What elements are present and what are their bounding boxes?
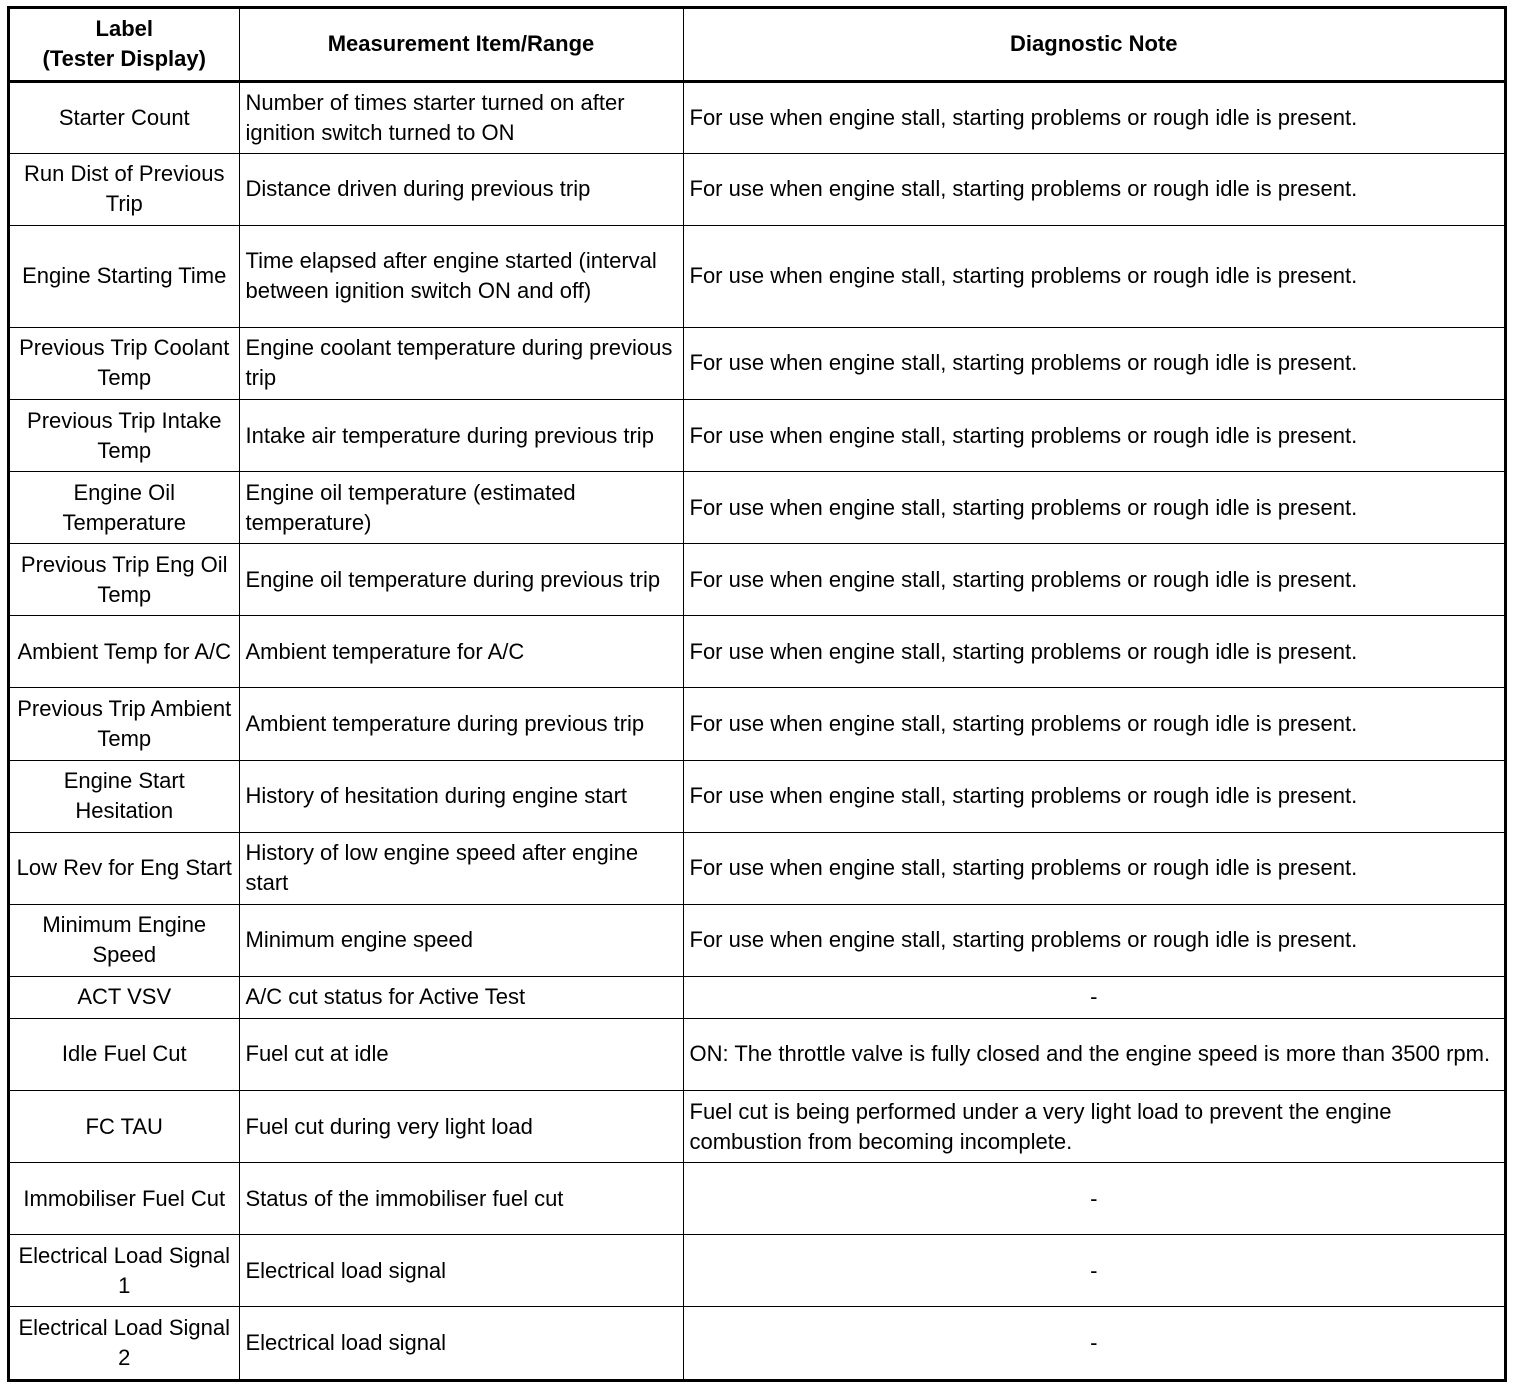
table-row xyxy=(10,1018,1504,1090)
item-cell: Minimum engine speed xyxy=(239,904,683,976)
table-row xyxy=(10,760,1504,832)
note-cell: - xyxy=(683,1235,1504,1307)
label-cell: Electrical Load Signal 2 xyxy=(10,1307,239,1379)
data-list-table-container xyxy=(7,6,1507,1382)
note-cell: Fuel cut is being performed under a very light load to prevent the engine combustion from becoming incomplete. xyxy=(683,1091,1504,1163)
table-row xyxy=(10,399,1504,471)
note-cell: For use when engine stall, starting problems or rough idle is present. xyxy=(683,399,1504,471)
label-cell: Run Dist of Previous Trip xyxy=(10,153,239,225)
note-cell: - xyxy=(683,976,1504,1018)
table-row xyxy=(10,832,1504,904)
label-cell: Previous Trip Ambient Temp xyxy=(10,688,239,760)
note-cell: For use when engine stall, starting problems or rough idle is present. xyxy=(683,153,1504,225)
label-cell: Starter Count xyxy=(10,81,239,153)
note-cell: For use when engine stall, starting problems or rough idle is present. xyxy=(683,327,1504,399)
item-cell: Status of the immobiliser fuel cut xyxy=(239,1163,683,1235)
note-cell: For use when engine stall, starting problems or rough idle is present. xyxy=(683,832,1504,904)
table-row xyxy=(10,976,1504,1018)
label-cell: Low Rev for Eng Start xyxy=(10,832,239,904)
item-cell: Electrical load signal xyxy=(239,1307,683,1379)
note-cell: ON: The throttle valve is fully closed and the engine speed is more than 3500 rpm. xyxy=(683,1018,1504,1090)
table-row xyxy=(10,1091,1504,1163)
table-row xyxy=(10,688,1504,760)
label-cell: Immobiliser Fuel Cut xyxy=(10,1163,239,1235)
item-cell: Ambient temperature during previous trip xyxy=(239,688,683,760)
note-cell: For use when engine stall, starting problems or rough idle is present. xyxy=(683,688,1504,760)
label-cell: Electrical Load Signal 1 xyxy=(10,1235,239,1307)
item-cell: Fuel cut during very light load xyxy=(239,1091,683,1163)
item-cell: Engine oil temperature during previous trip xyxy=(239,544,683,616)
label-cell: Engine Oil Temperature xyxy=(10,472,239,544)
table-row xyxy=(10,1235,1504,1307)
label-cell: ACT VSV xyxy=(10,976,239,1018)
table-row xyxy=(10,81,1504,153)
label-cell: Minimum Engine Speed xyxy=(10,904,239,976)
item-cell: Engine oil temperature (estimated temperature) xyxy=(239,472,683,544)
header-measurement-item: Measurement Item/Range xyxy=(239,9,683,81)
item-cell: Distance driven during previous trip xyxy=(239,153,683,225)
label-cell: Engine Start Hesitation xyxy=(10,760,239,832)
note-cell: For use when engine stall, starting problems or rough idle is present. xyxy=(683,904,1504,976)
note-cell: For use when engine stall, starting problems or rough idle is present. xyxy=(683,225,1504,327)
note-cell: For use when engine stall, starting problems or rough idle is present. xyxy=(683,616,1504,688)
item-cell: Electrical load signal xyxy=(239,1235,683,1307)
note-cell: For use when engine stall, starting problems or rough idle is present. xyxy=(683,472,1504,544)
item-cell: A/C cut status for Active Test xyxy=(239,976,683,1018)
table-row xyxy=(10,904,1504,976)
label-cell: Ambient Temp for A/C xyxy=(10,616,239,688)
label-cell: Engine Starting Time xyxy=(10,225,239,327)
table-row xyxy=(10,327,1504,399)
note-cell: - xyxy=(683,1307,1504,1379)
note-cell: - xyxy=(683,1163,1504,1235)
table-row xyxy=(10,1307,1504,1379)
note-cell: For use when engine stall, starting problems or rough idle is present. xyxy=(683,81,1504,153)
item-cell: Engine coolant temperature during previous trip xyxy=(239,327,683,399)
table-row xyxy=(10,225,1504,327)
table-row xyxy=(10,616,1504,688)
header-label-line2: (Tester Display) xyxy=(42,46,206,72)
label-cell: Previous Trip Coolant Temp xyxy=(10,327,239,399)
label-cell: Idle Fuel Cut xyxy=(10,1018,239,1090)
item-cell: Fuel cut at idle xyxy=(239,1018,683,1090)
item-cell: History of hesitation during engine start xyxy=(239,760,683,832)
header-label xyxy=(10,9,239,81)
note-cell: For use when engine stall, starting problems or rough idle is present. xyxy=(683,760,1504,832)
header-label-line1: Label xyxy=(95,16,153,42)
item-cell: Number of times starter turned on after ignition switch turned to ON xyxy=(239,81,683,153)
label-cell: Previous Trip Intake Temp xyxy=(10,399,239,471)
table-row xyxy=(10,153,1504,225)
item-cell: History of low engine speed after engine start xyxy=(239,832,683,904)
table-header-row xyxy=(10,9,1504,81)
table-row xyxy=(10,544,1504,616)
label-cell: FC TAU xyxy=(10,1091,239,1163)
table-row xyxy=(10,1163,1504,1235)
label-cell: Previous Trip Eng Oil Temp xyxy=(10,544,239,616)
data-list-table xyxy=(10,9,1504,1379)
item-cell: Ambient temperature for A/C xyxy=(239,616,683,688)
item-cell: Time elapsed after engine started (interval between ignition switch ON and off) xyxy=(239,225,683,327)
header-diagnostic-note: Diagnostic Note xyxy=(683,9,1504,81)
item-cell: Intake air temperature during previous trip xyxy=(239,399,683,471)
table-row xyxy=(10,472,1504,544)
note-cell: For use when engine stall, starting problems or rough idle is present. xyxy=(683,544,1504,616)
